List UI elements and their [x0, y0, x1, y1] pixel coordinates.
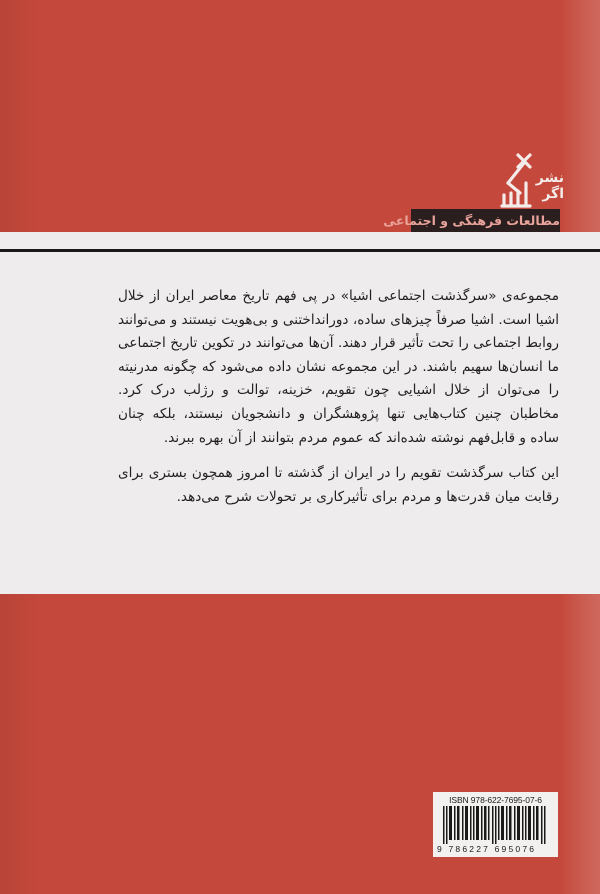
- panel-rule: [0, 249, 600, 252]
- isbn-barcode: [433, 792, 558, 857]
- publisher-name-line2: اگر: [542, 186, 564, 202]
- description-panel: [0, 232, 600, 594]
- barcode-bars-icon: [443, 806, 548, 844]
- publisher-logo: [500, 153, 570, 209]
- description-paragraph-1: مجموعه‌ی «سرگذشت اجتماعی اشیا» در پی فهم تاریخ معاصر ایران از خلال اشیا است. اشیا صرفاً چیزهای ساده، دورانداختنی و بی‌هویت نیستند و می‌توانند روابط اجتماعی را تحت تأثیر قرار دهند. آن‌ها می‌توانند در تکوین تاریخ اجتماعی ما انسان‌ها سهیم باشند. در این مجموعه نشان داده می‌شود که چگونه مدرنیته را می‌توان از خلال اشیایی چون تقویم، خزینه، توالت و رژلب درک کرد. مخاطبان چنین کتاب‌هایی تنها پژوهشگران و دانشجویان نیستند، بلکه چنان ساده و قابل‌فهم نوشته شده‌اند که عموم مردم بتوانند از آن بهره ببرند.: [118, 288, 559, 446]
- publisher-name-line1: نشر: [535, 170, 564, 186]
- publisher-logo-icon: [500, 153, 540, 209]
- barcode-digits: 9 786227 695076: [437, 844, 537, 854]
- description-text: [118, 285, 559, 509]
- description-paragraph-2: این کتاب سرگذشت تقویم را در ایران از گذشته تا امروز همچون بستری برای رقابت میان قدرت‌ها و مردم برای تأثیرکاری بر تحولات شرح می‌دهد.: [118, 465, 559, 505]
- series-label: مطالعات فرهنگی و اجتماعی: [411, 209, 560, 232]
- isbn-label: ISBN 978-622-7695-07-6: [449, 795, 542, 805]
